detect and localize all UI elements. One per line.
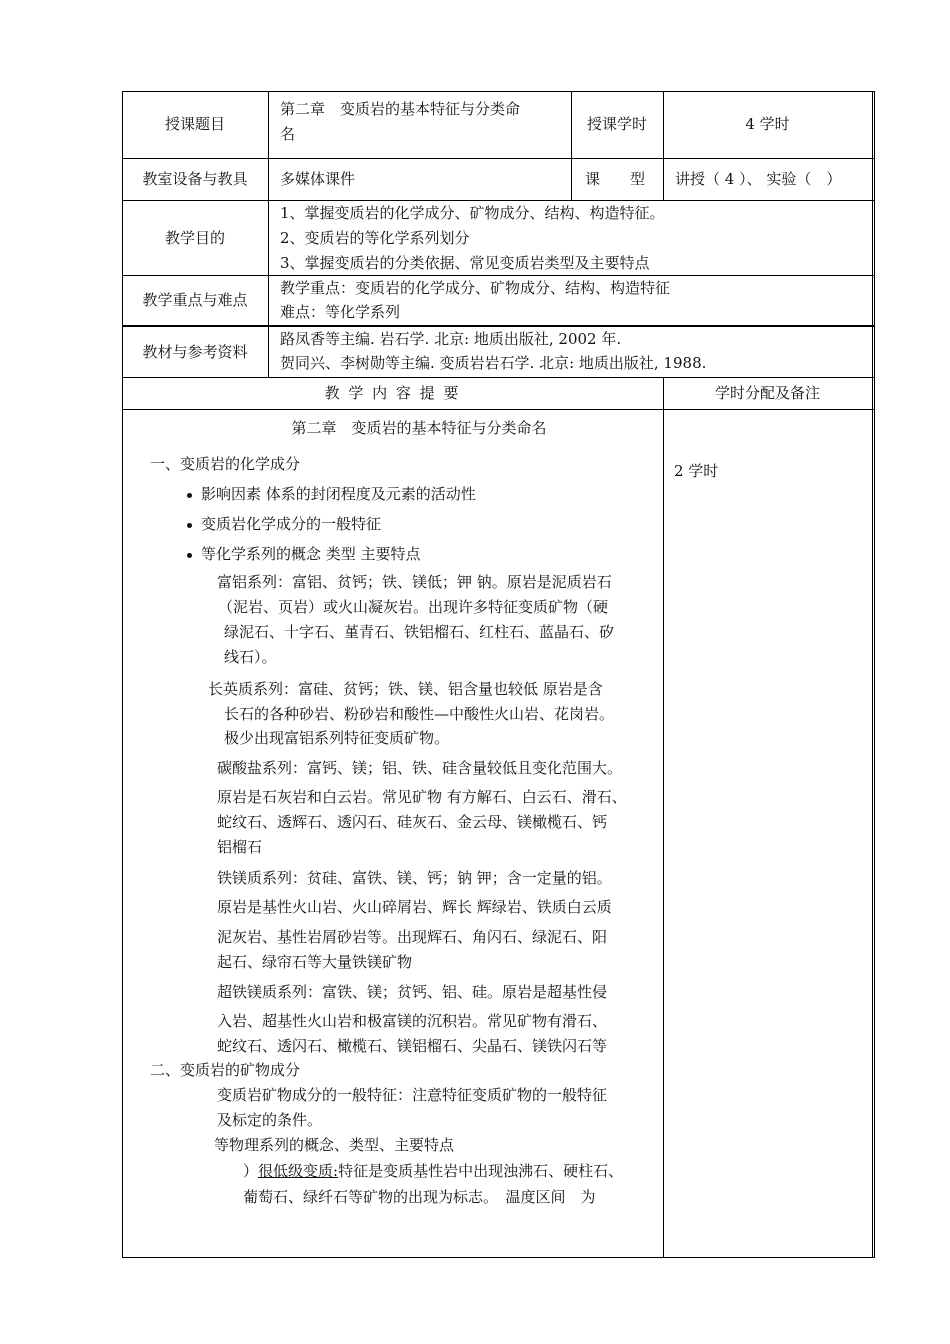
ref-item: 贺同兴、李树勋等主编. 变质岩岩石学. 北京: 地质出版社, 1988. — [280, 354, 707, 372]
paragraph-line: 起石、绿帘石等大量铁镁矿物 — [217, 953, 413, 971]
goal-item: 1、掌握变质岩的化学成分、矿物成分、结构、构造特征。 — [280, 204, 665, 222]
paragraph-line: 极少出现富铝系列特征变质矿物。 — [224, 729, 450, 747]
paragraph-line: 长石的各种砂岩、粉砂岩和酸性—中酸性火山岩、花岗岩。 — [224, 705, 615, 723]
bullet-item: 影响因素 体系的封闭程度及元素的活动性 — [201, 485, 476, 503]
col-divider — [663, 91, 664, 201]
focus-line: 教学重点：变质岩的化学成分、矿物成分、结构、构造特征 — [280, 279, 671, 297]
paragraph-line: 超铁镁质系列：富铁、镁；贫钙、铝、硅。原岩是超基性侵 — [217, 983, 608, 1001]
refs-label: 教材与参考资料 — [142, 343, 248, 361]
paragraph-line: （泥岩、页岩）或火山凝灰岩。出现许多特征变质矿物（硬 — [218, 598, 609, 616]
content-header-right: 学时分配及备注 — [714, 384, 820, 402]
row-divider — [122, 409, 874, 410]
paragraph-line — [243, 1159, 623, 1184]
table-border-left — [122, 91, 123, 1258]
table-border-right — [872, 91, 873, 1258]
type-value: 讲授（ 4 ）、 实验（ ） — [675, 170, 842, 188]
focus-line: 难点：等化学系列 — [280, 303, 401, 321]
hours-value: 4 学时 — [745, 115, 790, 133]
bracket-mark: ） — [243, 1162, 259, 1180]
paragraph-line: 葡萄石、绿纤石等矿物的出现为标志。 温度区间 为 — [243, 1188, 596, 1206]
paragraph-line: 原岩是石灰岩和白云岩。常见矿物 有方解石、白云石、滑石、 — [217, 788, 627, 806]
hours-label: 授课学时 — [586, 115, 647, 133]
paragraph-line: 原岩是基性火山岩、火山碎屑岩、辉长 辉绿岩、铁质白云质 — [217, 898, 612, 916]
paragraph-line: 线石）。 — [224, 648, 277, 666]
focus-label: 教学重点与难点 — [142, 291, 248, 309]
paragraph-line: 铁镁质系列：贫硅、富铁、镁、钙；钠 钾；含一定量的铝。 — [217, 869, 612, 887]
paragraph-line: 绿泥石、十字石、堇青石、铁铝榴石、红柱石、蓝晶石、矽 — [224, 623, 615, 641]
note-hours: 2 学时 — [674, 462, 719, 480]
chapter-title: 第二章 变质岩的基本特征与分类命名 — [291, 419, 547, 437]
paragraph-text: 特征是变质基性岩中出现浊沸石、硬柱石、 — [338, 1162, 624, 1180]
equipment-value: 多媒体课件 — [280, 170, 356, 188]
table-border-bottom — [122, 1257, 874, 1258]
paragraph-line: 蛇纹石、透闪石、橄榄石、镁铝榴石、尖晶石、镁铁闪石等 — [217, 1037, 608, 1055]
bullet-dot — [187, 523, 192, 528]
paragraph-line: 富铝系列：富铝、贫钙；铁、镁低；钾 钠。原岩是泥质岩石 — [217, 573, 612, 591]
bullet-dot — [187, 493, 192, 498]
row-divider — [122, 377, 874, 378]
table-border-right-double — [874, 91, 875, 1258]
paragraph-line: 铝榴石 — [217, 838, 263, 856]
bullet-item: 等化学系列的概念 类型 主要特点 — [201, 545, 421, 563]
paragraph-line: 入岩、超基性火山岩和极富镁的沉积岩。常见矿物有滑石、 — [217, 1012, 608, 1030]
goal-item: 3、掌握变质岩的分类依据、常见变质岩类型及主要特点 — [280, 254, 650, 272]
table-border-top — [122, 91, 874, 92]
ref-item: 路凤香等主编. 岩石学. 北京: 地质出版社, 2002 年. — [280, 330, 622, 348]
paragraph-line: 碳酸盐系列：富钙、镁；铝、铁、硅含量较低且变化范围大。 — [217, 759, 623, 777]
row-divider — [122, 158, 874, 159]
section-heading-1: 一、变质岩的化学成分 — [150, 455, 301, 473]
content-header-left: 教 学 内 容 提 要 — [324, 384, 461, 402]
col-divider — [663, 377, 664, 1258]
section-heading-2: 二、变质岩的矿物成分 — [150, 1061, 301, 1079]
paragraph-line: 长英质系列：富硅、贫钙；铁、镁、铝含量也较低 原岩是含 — [208, 680, 603, 698]
bullet-dot — [187, 553, 192, 558]
bullet-item: 变质岩化学成分的一般特征 — [201, 515, 382, 533]
col-divider — [268, 91, 269, 378]
goal-label: 教学目的 — [164, 229, 225, 247]
equipment-label: 教室设备与教具 — [142, 170, 248, 188]
paragraph-line: 蛇纹石、透辉石、透闪石、硅灰石、金云母、镁橄榄石、钙 — [217, 813, 608, 831]
paragraph-line: 泥灰岩、基性岩屑砂岩等。出现辉石、角闪石、绿泥石、阳 — [217, 928, 608, 946]
col-divider — [571, 91, 572, 201]
paragraph-line: 等物理系列的概念、类型、主要特点 — [214, 1136, 455, 1154]
paragraph-line: 变质岩矿物成分的一般特征：注意特征变质矿物的一般特征 — [217, 1086, 608, 1104]
underlined-term: 很低级变质: — [258, 1162, 339, 1180]
type-label: 课 型 — [585, 170, 646, 188]
topic-value-line2: 名 — [280, 125, 296, 143]
goal-item: 2、变质岩的等化学系列划分 — [280, 229, 470, 247]
topic-label: 授课题目 — [164, 115, 225, 133]
paragraph-line: 及标定的条件。 — [217, 1111, 323, 1129]
topic-value-line1: 第二章 变质岩的基本特征与分类命 — [280, 100, 521, 118]
